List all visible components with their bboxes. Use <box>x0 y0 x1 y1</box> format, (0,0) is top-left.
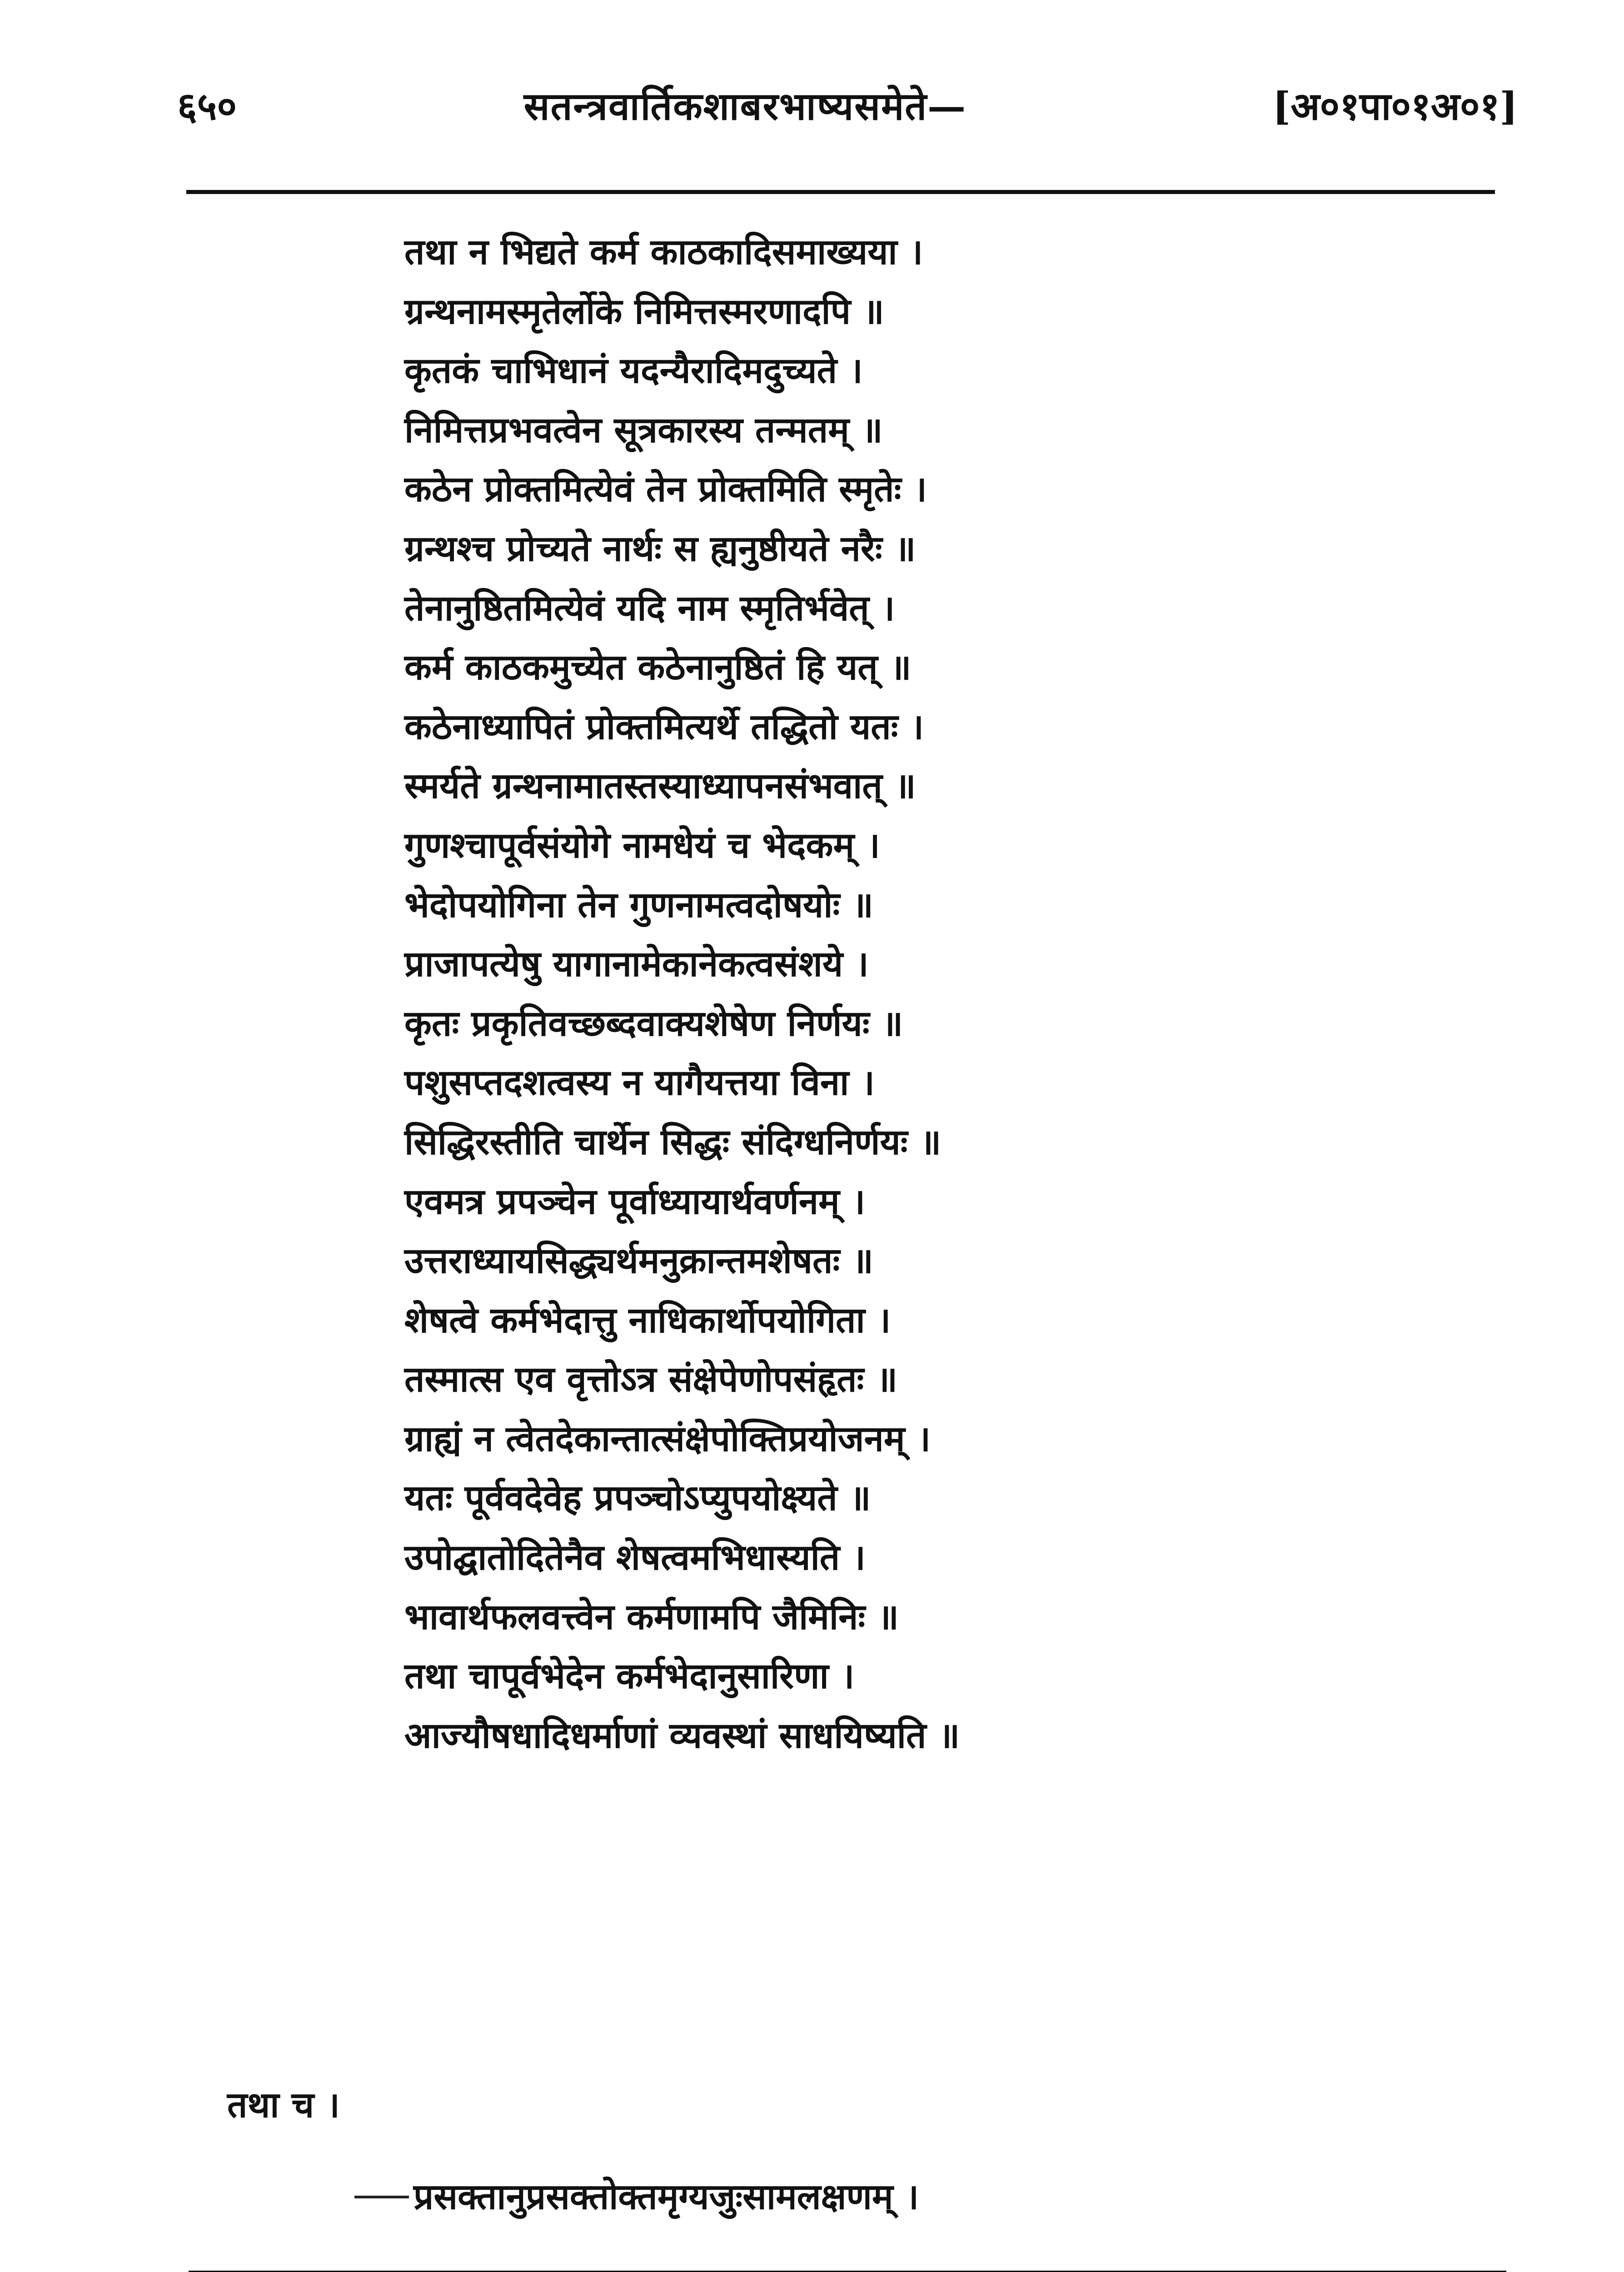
verse-line: गुणश्चापूर्वसंयोगे नामधेयं च भेदकम् । <box>404 824 880 866</box>
verse-line: उत्तराध्यायसिद्ध्यर्थमनुक्रान्तमशेषतः ॥ <box>404 1240 874 1282</box>
verse-line: आज्यौषधादिधर्माणां व्यवस्थां साधयिष्यति ॥ <box>404 1714 960 1756</box>
verse-line: स्मर्यते ग्रन्थनामातस्तस्याध्यापनसंभवात् ॥ <box>404 765 916 807</box>
running-title: सतन्त्रवार्तिकशाबरभाष्यसमेते— <box>523 83 967 129</box>
verse-line: तथा न भिद्यते कर्म काठकादिसमाख्यया । <box>404 231 923 273</box>
verse-line: प्राजापत्येषु यागानामेकानेकत्वसंशये । <box>404 943 869 985</box>
header-rule <box>186 190 1495 194</box>
verse-line: सिद्धिरस्तीति चार्थेन सिद्धः संदिग्धनिर्णयः ॥ <box>404 1121 942 1163</box>
verse-line: कर्म काठकमुच्येत कठेनानुष्ठितं हि यत् ॥ <box>404 647 912 688</box>
verse-line: उपोद्घातोदितेनैव शेषत्वमभिधास्यति । <box>404 1537 866 1579</box>
page-number: ६५० <box>177 83 237 129</box>
verse-line: कठेनाध्यापितं प्रोक्तमित्यर्थे तद्धितो यतः । <box>404 706 924 747</box>
verse-line: ग्राह्यं न त्वेतदेकान्तात्संक्षेपोक्तिप्रयोजनम् । <box>404 1418 931 1460</box>
verse-line: ग्रन्थनामस्मृतेर्लोके निमित्तस्मरणादपि ॥ <box>404 290 884 332</box>
section-reference: [अ०१पा०१अ०१] <box>1272 83 1518 129</box>
verse-line: एवमत्र प्रपञ्चेन पूर्वाध्यायार्थवर्णनम् । <box>404 1181 866 1222</box>
tatha-ca-line: तथा च । <box>227 2084 340 2126</box>
verse-line: निमित्तप्रभवत्वेन सूत्रकारस्य तन्मतम् ॥ <box>404 409 883 451</box>
verse-line: पशुसप्तदशत्वस्य न यागैयत्तया विना । <box>404 1062 875 1104</box>
verse-line: तथा चापूर्वभेदेन कर्मभेदानुसारिणा । <box>404 1655 855 1697</box>
verse-line: कृतकं चाभिधानं यदन्यैरादिमदुच्यते । <box>404 350 863 392</box>
verse-line: ग्रन्थश्च प्रोच्यते नार्थः स ह्यनुष्ठीयते नरैः ॥ <box>404 528 916 569</box>
section-summary: प्रसक्तानुप्रसक्तोक्तमृग्यजुःसामलक्षणम् । <box>413 2176 919 2217</box>
running-header <box>177 73 1518 136</box>
verse-line: भावार्थफलवत्त्वेन कर्मणामपि जैमिनिः ॥ <box>404 1596 899 1638</box>
summary-dash <box>354 2196 409 2198</box>
verse-line: यतः पूर्ववदेवेह प्रपञ्चोऽप्युपयोक्ष्यते ॥ <box>404 1477 871 1519</box>
verse-line: कठेन प्रोक्तमित्येवं तेन प्रोक्तमिति स्मृतेः । <box>404 468 927 510</box>
verse-line: तेनानुष्ठितमित्येवं यदि नाम स्मृतिर्भवेत् । <box>404 587 895 629</box>
verse-line: शेषत्वे कर्मभेदात्तु नाधिकार्थोपयोगिता । <box>404 1299 891 1341</box>
verse-line: कृतः प्रकृतिवच्छब्दवाक्यशेषेण निर्णयः ॥ <box>404 1002 903 1044</box>
verse-line: तस्मात्स एव वृत्तोऽत्र संक्षेपेणोपसंहृतः ॥ <box>404 1359 898 1400</box>
verse-block <box>404 223 1313 1765</box>
verse-line: भेदोपयोगिना तेन गुणनामत्वदोषयोः ॥ <box>404 884 874 926</box>
